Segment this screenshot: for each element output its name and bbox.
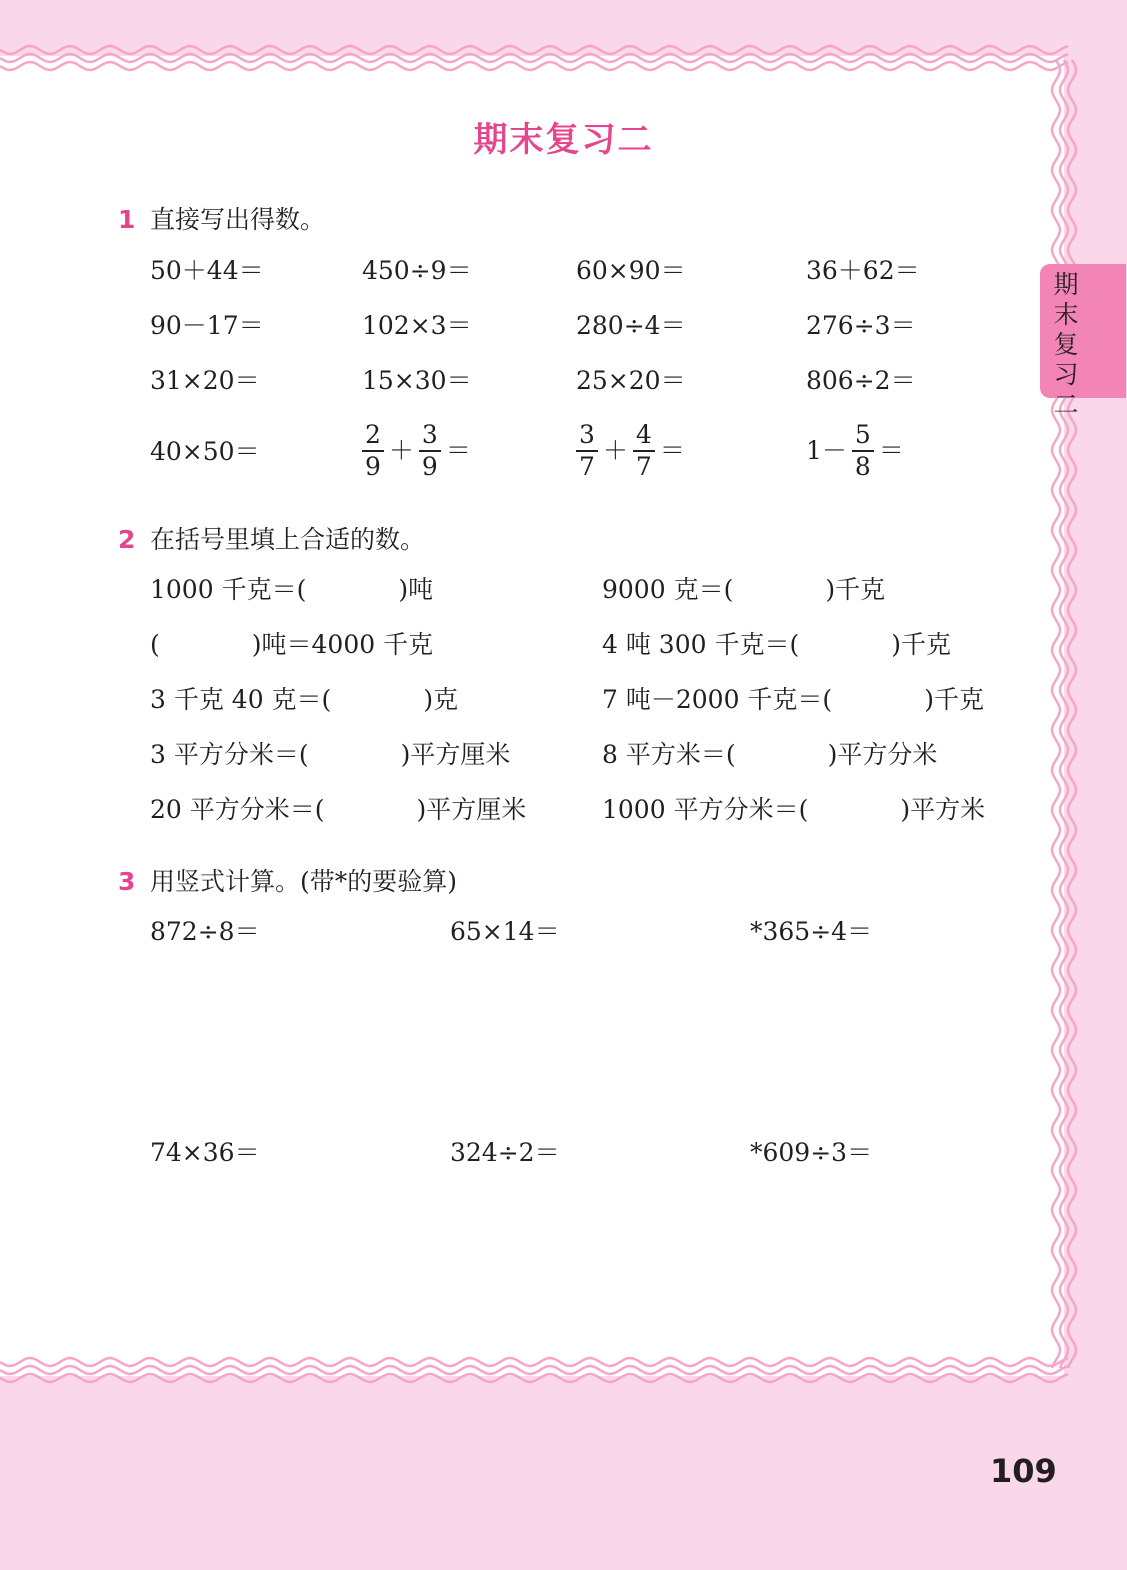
blank-before: 3 平方分米＝( (150, 740, 309, 769)
fraction (576, 420, 598, 482)
question-1-heading (118, 200, 325, 236)
q1-problem: 90－17＝ (150, 311, 264, 340)
fraction (419, 420, 441, 482)
blank-after: )平方厘米 (416, 795, 527, 824)
q1-problem: 40×50＝ (150, 437, 260, 466)
blank-after: )吨＝4000 千克 (251, 630, 434, 659)
q3-problem: *365÷4＝ (750, 917, 873, 946)
q1-problem: 276÷3＝ (806, 311, 916, 340)
q1-problem: 25×20＝ (576, 366, 686, 395)
q2-fill-blank (602, 795, 985, 825)
question-number: 1 (118, 205, 136, 234)
q2-fill-blank (602, 740, 937, 770)
border-wave-line (0, 46, 1068, 54)
equals: ＝ (659, 436, 685, 465)
q1-problem: 280÷4＝ (576, 311, 686, 340)
q1-problem: 60×90＝ (576, 256, 686, 285)
blank-before: 8 平方米＝( (602, 740, 736, 769)
blank-before: 1000 平方分米＝( (602, 795, 809, 824)
fraction (362, 420, 384, 482)
equals: ＝ (445, 436, 471, 465)
page-title: 期末复习二 (473, 120, 654, 160)
q2-fill-blank (150, 740, 510, 770)
blank-after: )平方厘米 (400, 740, 511, 769)
border-wave-line (1068, 60, 1076, 1368)
q2-fill-blank (150, 685, 458, 715)
blank-before: 7 吨－2000 千克＝( (602, 685, 833, 714)
q1-fraction-problem (574, 420, 688, 482)
q2-fill-blank (602, 685, 984, 715)
q1-fraction-problem (806, 420, 907, 482)
fraction (852, 420, 874, 482)
side-tab (1040, 264, 1126, 419)
blank-before: 3 千克 40 克＝( (150, 685, 332, 714)
page-number: 109 (990, 1452, 1057, 1490)
q2-fill-blank (602, 575, 885, 605)
denominator: 9 (365, 452, 381, 481)
whole-number-minus: 1－ (806, 436, 847, 465)
denominator: 7 (579, 452, 595, 481)
question-text: 在括号里填上合适的数。 (150, 525, 426, 554)
q1-problem: 806÷2＝ (806, 366, 916, 395)
blank-after: )千克 (924, 685, 984, 714)
blank-after: )平方分米 (827, 740, 938, 769)
q2-fill-blank (150, 575, 433, 605)
operator: ＋ (602, 436, 628, 465)
blank-before: ( (150, 630, 160, 659)
side-tab-label: 期末复习二 (1053, 270, 1079, 419)
q1-problem: 450÷9＝ (362, 256, 472, 285)
blank-before: 20 平方分米＝( (150, 795, 325, 824)
q3-problem: 872÷8＝ (150, 917, 260, 946)
blank-after: )吨 (398, 575, 434, 604)
q1-problem: 15×30＝ (362, 366, 472, 395)
blank-after: )千克 (891, 630, 951, 659)
q2-fill-blank (150, 795, 526, 825)
numerator: 5 (852, 420, 874, 452)
numerator: 3 (419, 420, 441, 452)
question-2-heading (118, 520, 425, 556)
question-text: 直接写出得数。 (150, 205, 326, 234)
q1-problem: 36＋62＝ (806, 256, 920, 285)
numerator: 4 (633, 420, 655, 452)
question-3-heading (118, 862, 457, 898)
q3-problem: *609÷3＝ (750, 1138, 873, 1167)
blank-after: )千克 (825, 575, 886, 604)
worksheet-card (0, 56, 1064, 1376)
question-text: 用竖式计算。(带*的要验算) (150, 867, 458, 896)
operator: ＋ (388, 436, 414, 465)
fraction (633, 420, 655, 482)
q2-fill-blank (602, 630, 951, 660)
numerator: 2 (362, 420, 384, 452)
q1-problem: 102×3＝ (362, 311, 472, 340)
numerator: 3 (576, 420, 598, 452)
equals: ＝ (878, 436, 904, 465)
q1-problem: 50＋44＝ (150, 256, 264, 285)
question-number: 3 (118, 867, 136, 896)
q3-problem: 65×14＝ (450, 917, 560, 946)
q2-fill-blank (150, 630, 433, 660)
blank-before: 9000 克＝( (602, 575, 734, 604)
denominator: 8 (854, 452, 871, 481)
question-number: 2 (118, 525, 136, 554)
q3-problem: 324÷2＝ (450, 1138, 560, 1167)
denominator: 7 (635, 452, 652, 481)
blank-after: )克 (423, 685, 459, 714)
q1-problem: 31×20＝ (150, 366, 260, 395)
blank-before: 1000 千克＝( (150, 575, 307, 604)
blank-after: )平方米 (900, 795, 986, 824)
q1-fraction-problem (360, 420, 474, 482)
q3-problem: 74×36＝ (150, 1138, 260, 1167)
blank-before: 4 吨 300 千克＝( (602, 630, 800, 659)
denominator: 9 (421, 452, 438, 481)
